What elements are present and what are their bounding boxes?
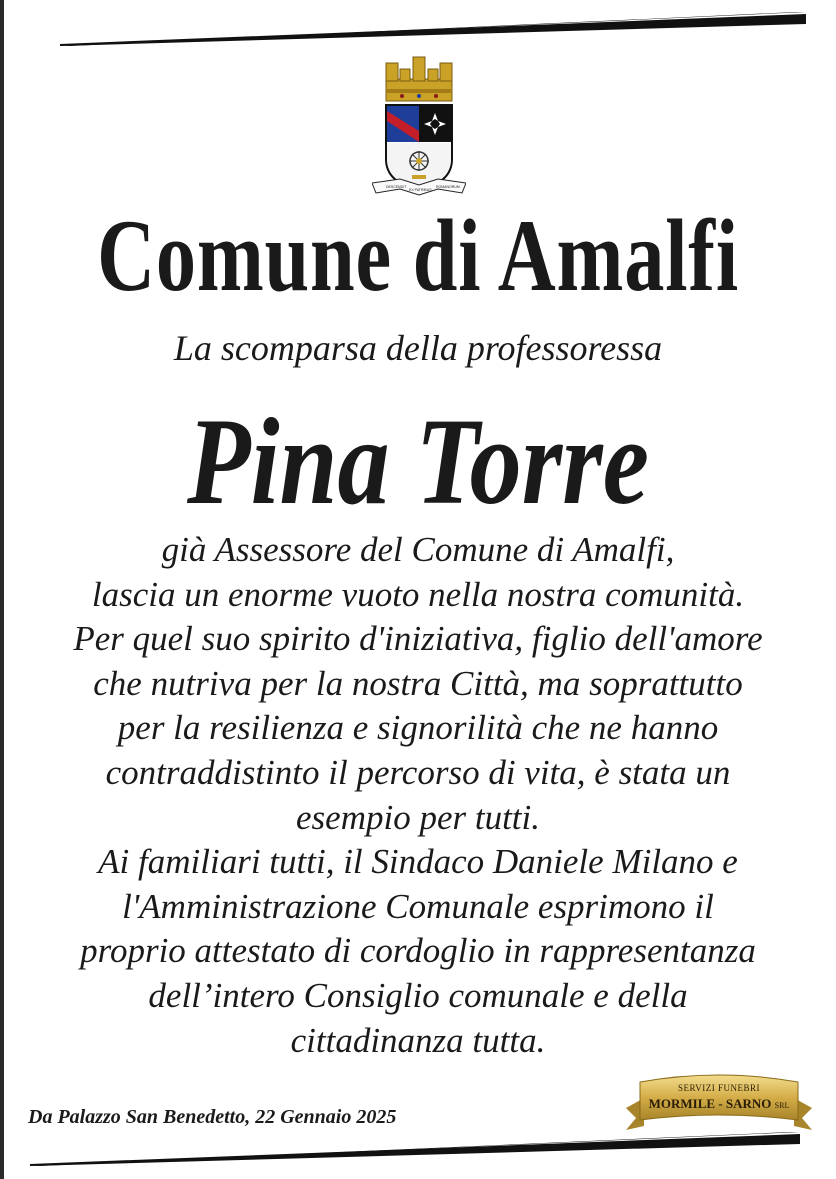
body-line: lascia un enorme vuoto nella nostra comunità.: [91, 574, 745, 614]
body-line: contraddistinto il percorso di vita, è stata un: [105, 752, 731, 792]
condolence-body: [0, 528, 836, 1063]
municipality-title: Comune di Amalfi: [97, 199, 739, 313]
badge-company-name: MORMILE - SARNO: [648, 1096, 772, 1111]
crest-motto-center: EX PATRIBUS: [409, 188, 432, 192]
announcement-subtitle: La scomparsa della professoressa: [173, 328, 663, 368]
amalfi-coat-of-arms-icon: [372, 55, 466, 200]
badge-line1: SERVIZI FUNEBRI: [677, 1083, 761, 1093]
body-line: cittadinanza tutta.: [290, 1020, 546, 1060]
body-line: Per quel suo spirito d'iniziativa, figlio dell'amore: [73, 619, 763, 659]
body-line: per la resilienza e signorilità che ne hanno: [117, 708, 719, 748]
bottom-mourning-band: [0, 1128, 836, 1168]
badge-line2: [624, 1096, 814, 1112]
crest-motto-left: DESCENDIT: [386, 185, 407, 189]
badge-suffix: SRL: [774, 1101, 790, 1110]
top-mourning-band: [0, 10, 836, 50]
deceased-name: Pina Torre: [186, 393, 650, 530]
body-line: che nutriva per la nostra Città, ma soprattutto: [93, 663, 743, 703]
body-line: dell’intero Consiglio comunale e della: [148, 975, 688, 1015]
place-and-date: Da Palazzo San Benedetto, 22 Gennaio 2025: [28, 1106, 397, 1128]
body-line: proprio attestato di cordoglio in rappresentanza: [80, 931, 756, 971]
body-line: l'Amministrazione Comunale esprimono il: [122, 886, 714, 926]
body-line: già Assessore del Comune di Amalfi,: [161, 530, 675, 569]
body-line: Ai familiari tutti, il Sindaco Daniele Milano e: [98, 842, 738, 882]
body-line: esempio per tutti.: [296, 797, 540, 837]
crest-motto-right: ROMANORUM: [436, 185, 460, 189]
